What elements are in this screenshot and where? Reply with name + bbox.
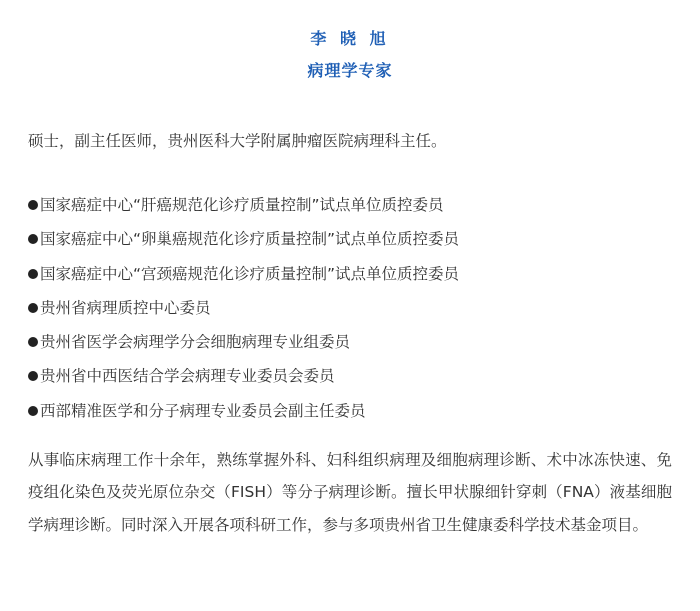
expert-name: 李 晓 旭: [310, 29, 390, 48]
list-item: [28, 365, 672, 387]
list-item-text: 贵州省医学会病理学分会细胞病理专业组委员: [40, 333, 351, 352]
list-item: [28, 194, 672, 216]
bullet-icon: [28, 303, 38, 313]
list-item: [28, 263, 672, 285]
list-item-text: 国家癌症中心“宫颈癌规范化诊疗质量控制”试点单位质控委员: [40, 264, 460, 283]
list-item-text: 西部精准医学和分子病理专业委员会副主任委员: [40, 401, 366, 420]
experience-paragraph: 从事临床病理工作十余年，熟练掌握外科、妇科组织病理及细胞病理诊断、术中冰冻快速、免疫组化染色及荧光原位杂交（FISH）等分子病理诊断。擅长甲状腺细针穿刺（FNA）液基细胞学病理诊断。同时深入开展各项科研工作，参与多项贵州省卫生健康委科学技术基金项目。: [28, 450, 672, 534]
list-item-text: 贵州省病理质控中心委员: [40, 298, 211, 317]
committee-list: [28, 194, 672, 422]
list-item: [28, 400, 672, 422]
expert-title: 病理学专家: [307, 61, 393, 80]
bullet-icon: [28, 234, 38, 244]
list-item: [28, 331, 672, 353]
list-item-text: 国家癌症中心“肝癌规范化诊疗质量控制”试点单位质控委员: [40, 196, 444, 214]
bullet-icon: [28, 406, 38, 416]
bullet-icon: [28, 269, 38, 279]
list-item-text: 贵州省中西医结合学会病理专业委员会委员: [40, 367, 335, 386]
list-item: [28, 228, 672, 250]
list-item: [28, 297, 672, 319]
bullet-icon: [28, 337, 38, 347]
bullet-icon: [28, 200, 38, 210]
bullet-icon: [28, 371, 38, 381]
qualification-summary: 硕士，副主任医师，贵州医科大学附属肿瘤医院病理科主任。: [28, 132, 447, 150]
list-item-text: 国家癌症中心“卵巢癌规范化诊疗质量控制”试点单位质控委员: [40, 230, 460, 249]
